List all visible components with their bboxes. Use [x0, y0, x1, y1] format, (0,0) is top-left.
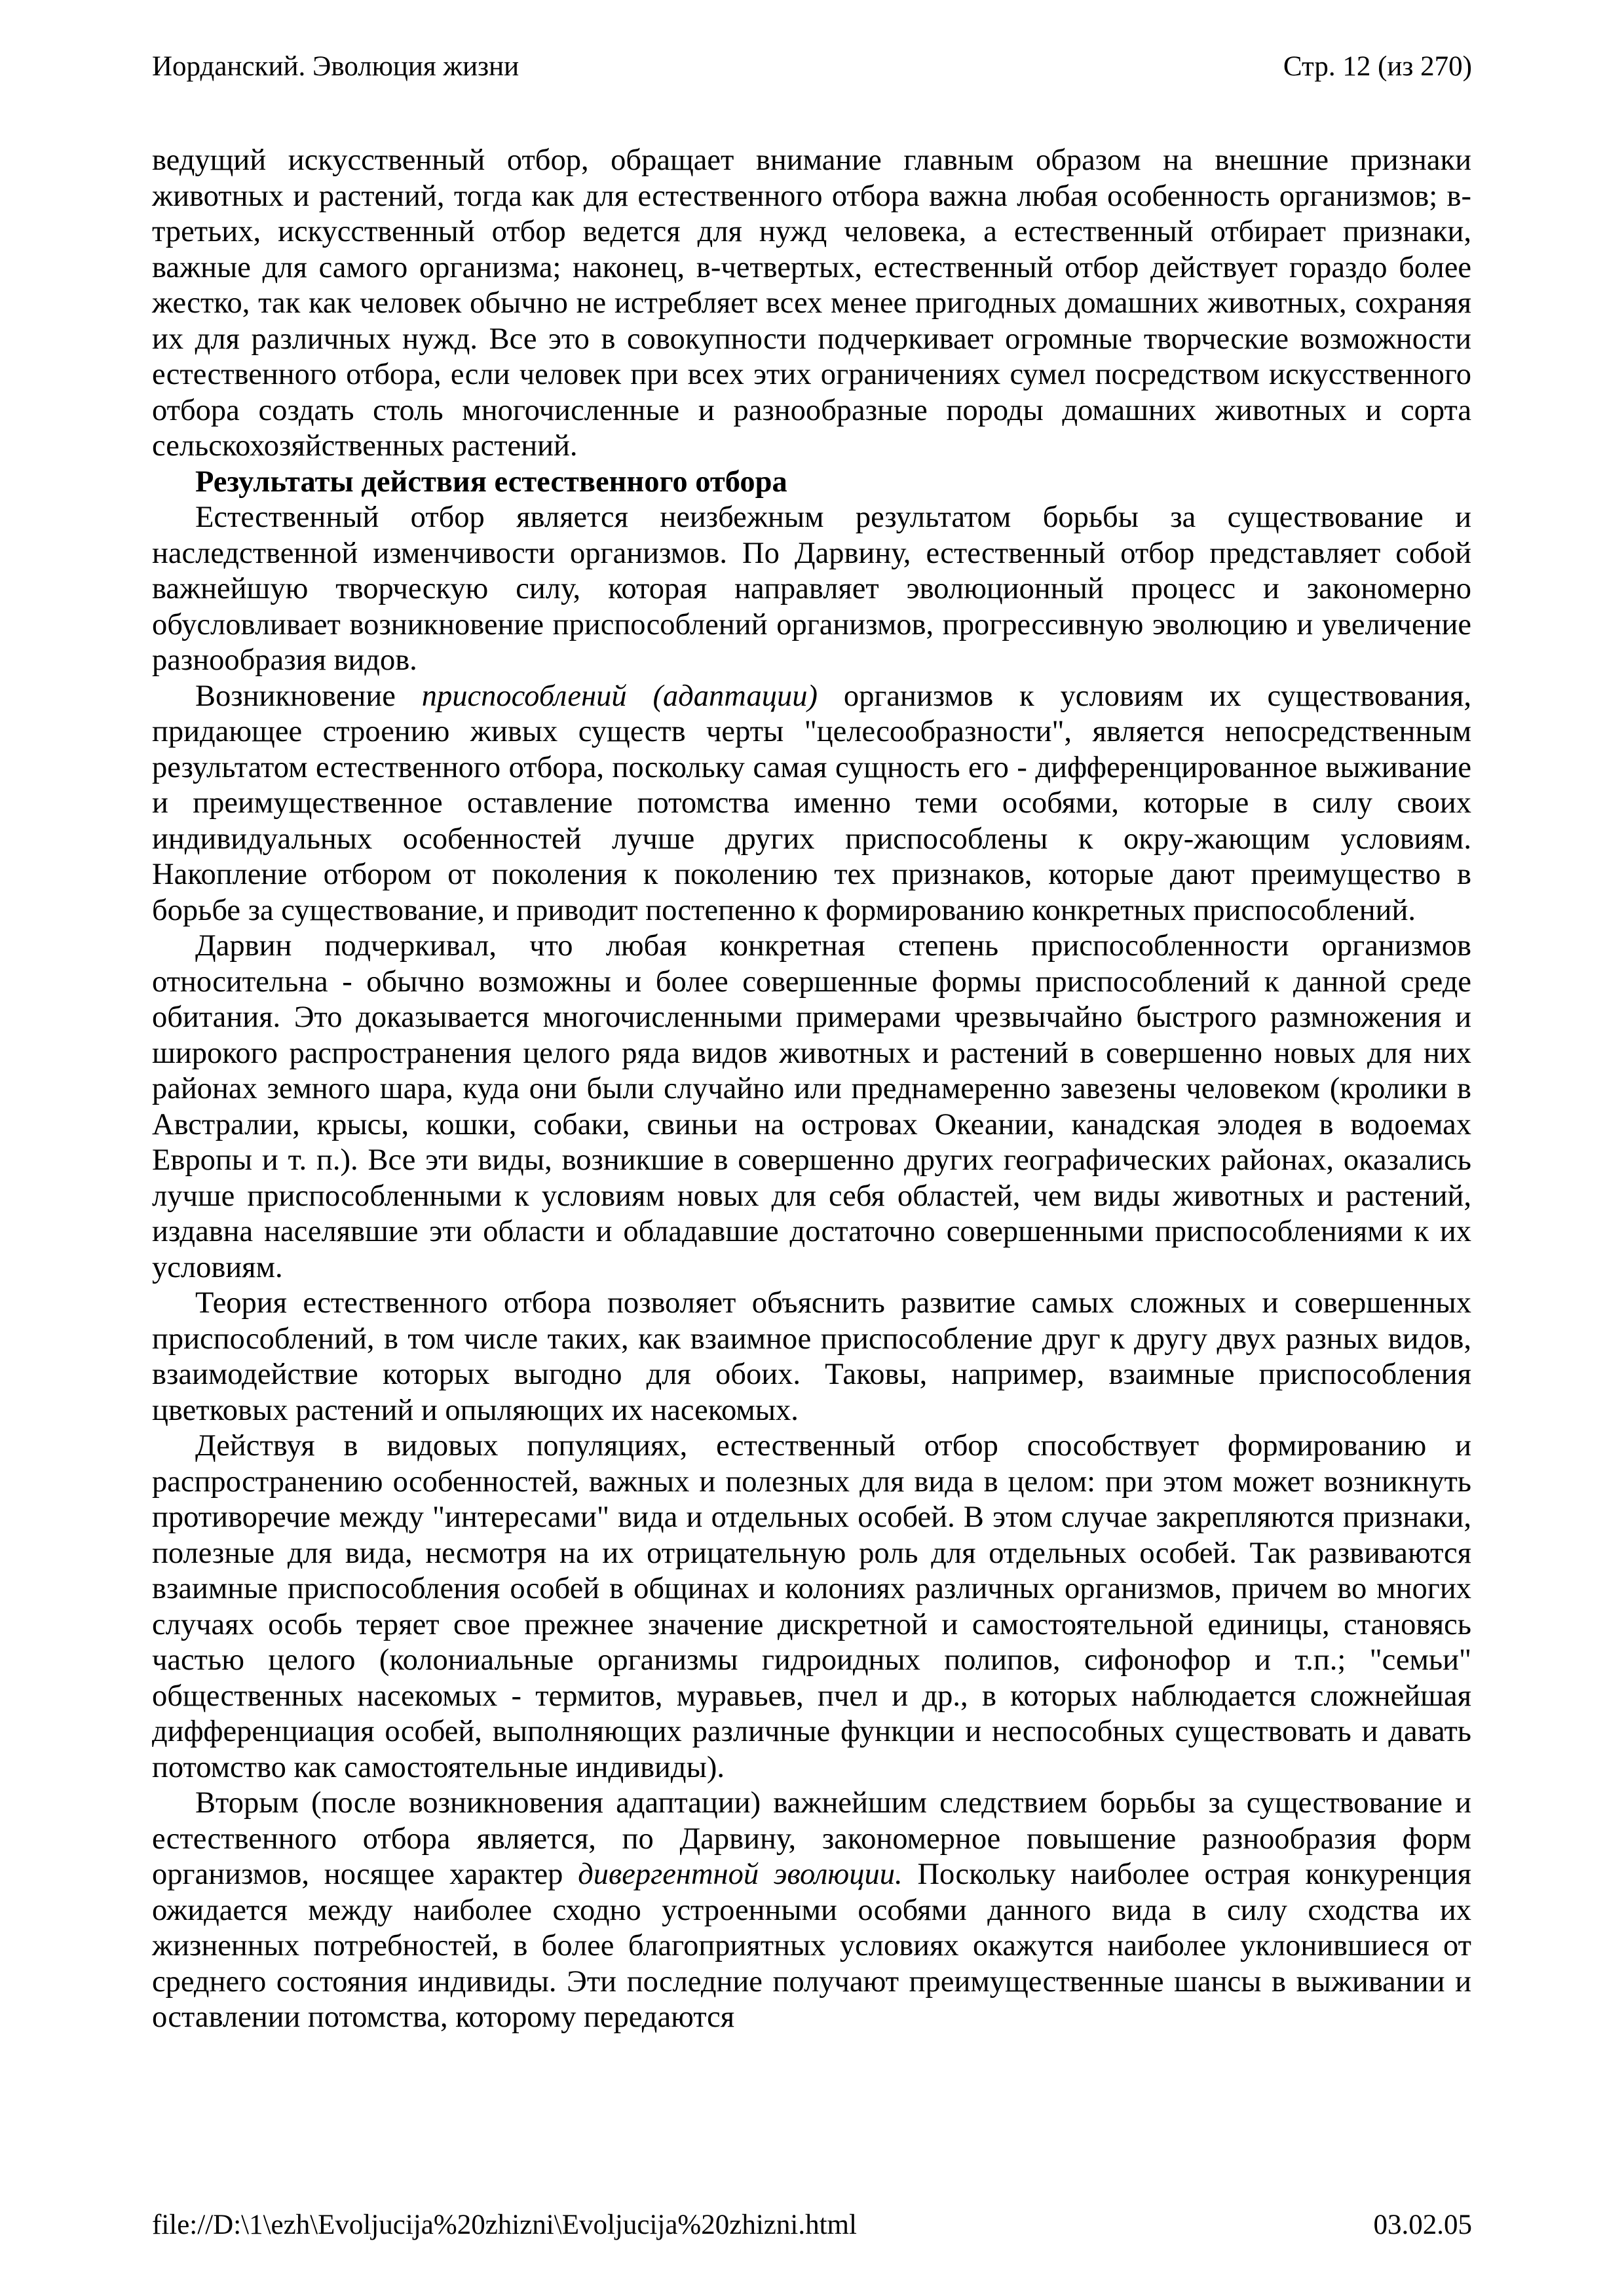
document-body	[152, 143, 1471, 2036]
section-heading: Результаты действия естественного отбора	[195, 465, 787, 499]
header-title: Иорданский. Эволюция жизни	[152, 51, 519, 82]
paragraph-natural-selection: Естественный отбор является неизбежным результатом борьбы за существование и наследственной изменчивости организмов. По Дарвину, естественный отбор представляет собой важнейшую творческую силу, которая направляет эволюционный процесс и закономерно обусловливает возникновение приспособлений организмов, прогрессивную эволюцию и увеличение разнообразия видов.	[152, 501, 1471, 677]
paragraph-species-populations: Действуя в видовых популяциях, естественный отбор способствует формированию и распространению особенностей, важных и полезных для вида в целом: при этом может возникнуть противоречие между "интересами" вида и отдельных особей. В этом случае закрепляются признаки, полезные для вида, несмотря на их отрицательную роль для отдельных особей. Так развиваются взаимные приспособления особей в общинах и колониях различных организмов, причем во многих случаях особь теряет свое прежнее значение дискретной и самостоятельной единицы, становясь частью целого (колониальные организмы гидроидных полипов, сифонофор и т.п.; "семьи" общественных насекомых - термитов, муравьев, пчел и др., в которых наблюдается сложнейшая дифференциация особей, выполняющих различные функции и неспособных существовать и давать потомство как самостоятельные индивиды).	[152, 1429, 1471, 1784]
term-divergent-evolution: дивергентной эволюции.	[578, 1858, 903, 1891]
paragraph-divergent-evolution	[152, 1786, 1471, 2036]
paragraph-adaptations	[152, 679, 1471, 929]
header-page-info: Стр. 12 (из 270)	[1283, 51, 1472, 82]
paragraph-relative-fitness: Дарвин подчеркивал, что любая конкретная степень приспособленности организмов относительна - обычно возможны и более совершенные формы приспособлений к данной среде обитания. Это доказывается многочисленными примерами чрезвычайно быстрого размножения и широкого распространения целого ряда видов животных и растений в совершенно новых для них районах земного шара, куда они были случайно или преднамеренно завезены человеком (кролики в Австралии, крысы, кошки, собаки, свиньи на островах Океании, канадская элодея в водоемах Европы и т. п.). Все эти виды, возникшие в совершенно других географических районах, оказались лучше приспособленными к условиям новых для себя областей, чем виды животных и растений, издавна населявшие эти области и обладавшие достаточно совершенными приспособлениями к их условиям.	[152, 929, 1471, 1284]
footer-date: 03.02.05	[1373, 2210, 1472, 2240]
page-header	[152, 47, 1472, 86]
paragraph-continued: ведущий искусственный отбор, обращает внимание главным образом на внешние признаки животных и растений, тогда как для естественного отбора важна любая особенность организмов; в-третьих, искусственный отбор ведется для нужд человека, а естественный отбирает признаки, важные для самого организма; наконец, в-четвертых, естественный отбор действует гораздо более жестко, так как человек обычно не истребляет всех менее пригодных домашних животных, сохраняя их для различных нужд. Все это в совокупности подчеркивает огромные творческие возможности естественного отбора, если человек при всех этих ограничениях сумел посредством искусственного отбора создать столь многочисленные и разнообразные породы домашних животных и сорта сельскохозяйственных растений.	[152, 144, 1471, 463]
footer-file-path: file://D:\1\ezh\Evoljucija%20zhizni\Evoljucija%20zhizni.html	[152, 2210, 857, 2240]
paragraph-divergent-lead: Вторым (после возникновения адаптации) важнейшим следствием борьбы за существование и естественного отбора является, по Дарвину, закономерное повышение разнообразия форм организмов, носящее характер	[152, 1786, 1471, 1891]
term-adaptations: приспособлений (адаптации)	[421, 679, 818, 713]
paragraph-complex-adaptations: Теория естественного отбора позволяет объяснить развитие самых сложных и совершенных приспособлений, в том числе таких, как взаимное приспособление друг к другу двух разных видов, взаимодействие которых выгодно для обоих. Таковы, например, взаимные приспособления цветковых растений и опыляющих их насекомых.	[152, 1286, 1471, 1427]
paragraph-adaptations-rest: организмов к условиям их существования, придающее строению живых существ черты "целесообразности", является непосредственным результатом естественного отбора, поскольку самая сущность его - дифференцированное выживание и преимущественное оставление потомства именно теми особями, которые в силу своих индивидуальных особенностей лучше других приспособлены к окру-жающим условиям. Накопление отбором от поколения к поколению тех признаков, которые дают преимущество в борьбе за существование, и приводит постепенно к формированию конкретных приспособлений.	[152, 679, 1471, 927]
paragraph-adaptations-lead: Возникновение	[195, 679, 422, 713]
page-footer	[152, 2206, 1472, 2245]
paragraph-divergent-rest: Поскольку наиболее острая конкуренция ожидается между наиболее сходно устроенными особями данного вида в силу сходства их жизненных потребностей, в более благоприятных условиях окажутся наиболее уклонившиеся от среднего состояния индивиды. Эти последние получают преимущественные шансы в выживании и оставлении потомства, которому передаются	[152, 1858, 1471, 2034]
